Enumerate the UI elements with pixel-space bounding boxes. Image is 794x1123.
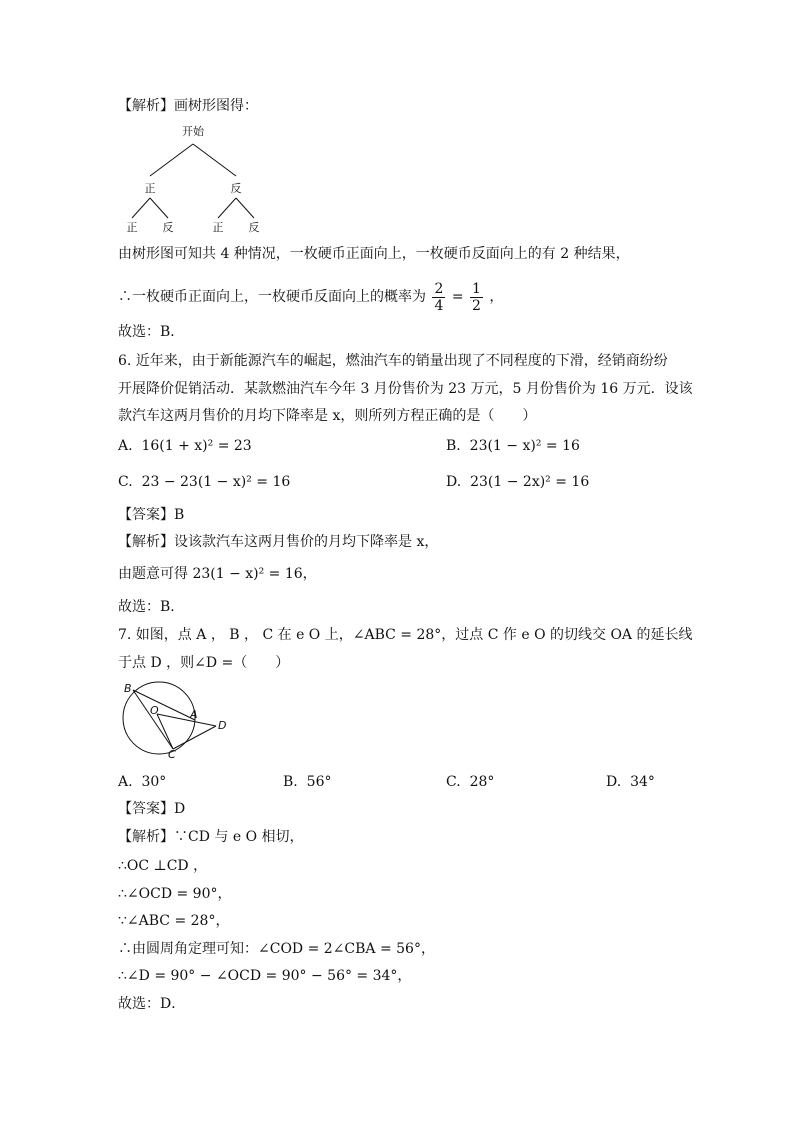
q6-answer: 【答案】B xyxy=(118,507,185,523)
q6-stem-line2: 开展降价促销活动．某款燃油汽车今年 3 月份售价为 23 万元，5 月份售价为 16 万元．设该 xyxy=(118,381,693,397)
tree-leaf: 正 xyxy=(126,221,138,234)
tree-leaf: 正 xyxy=(212,221,224,234)
fraction: $\frac{1}{2}$ xyxy=(472,280,481,314)
q7-analysis-line: ∴由圆周角定理可知：∠COD = 2∠CBA = 56°， xyxy=(118,941,435,957)
q7-analysis-line: ∴OC ⊥CD ， xyxy=(118,858,208,874)
q5-line2-prefix: ∴一枚硬币正面向上，一枚硬币反面向上的概率为 xyxy=(118,289,426,305)
q5-analysis-line2: ∴一枚硬币正面向上，一枚硬币反面向上的概率为 $\frac{2}{4}$ = $\frac{1}{2}$ ， xyxy=(118,280,504,314)
label-d: D xyxy=(218,719,227,732)
tree-node: 反 xyxy=(230,182,242,195)
probability-tree-diagram xyxy=(118,122,288,238)
q5-analysis-title: 【解析】画树形图得： xyxy=(118,98,258,114)
q7-analysis-line: ∵∠ABC = 28°， xyxy=(118,913,230,929)
label-a: A xyxy=(190,708,198,721)
q7-choose: 故选：D． xyxy=(118,996,186,1012)
circle-tangent-figure xyxy=(118,680,238,762)
q5-choose: 故选：B． xyxy=(118,324,185,340)
tree-root: 开始 xyxy=(182,125,204,138)
q6-stem-line1: 6. 近年来，由于新能源汽车的崛起，燃油汽车的销量出现了不同程度的下滑，经销商纷纷 xyxy=(118,353,668,369)
q6-choose: 故选：B． xyxy=(118,599,185,615)
q7-answer: 【答案】D xyxy=(118,801,186,817)
q6-stem-line3: 款汽车这两月售价的月均下降率是 x，则所列方程正确的是（ ） xyxy=(118,408,537,424)
q7-stem-line2: 于点 D ，则∠D =（ ） xyxy=(118,655,290,671)
label-c: C xyxy=(168,748,176,761)
q6-analysis-line1: 【解析】设该款汽车这两月售价的月均下降率是 x， xyxy=(118,534,439,550)
q7-analysis-line: 【解析】∵CD 与 e O 相切， xyxy=(118,829,304,845)
fraction: $\frac{2}{4}$ xyxy=(434,280,444,314)
q7-option-c: C. 28° xyxy=(446,774,495,790)
q7-option-b: B. 56° xyxy=(283,774,332,790)
q7-option-a: A. 30° xyxy=(118,774,167,790)
q5-analysis-line1: 由树形图可知共 4 种情况，一枚硬币正面向上，一枚硬币反面向上的有 2 种结果， xyxy=(118,246,630,262)
q7-stem-line1: 7. 如图，点 A ， B ， C 在 e O 上，∠ABC = 28°，过点 C 作 e O 的切线交 OA 的延长线 xyxy=(118,627,693,643)
label-b: B xyxy=(124,682,132,695)
q6-option-c: C. 23 − 23(1 − x)² = 16 xyxy=(118,474,291,490)
q7-analysis-line: ∴∠D = 90° − ∠OCD = 90° − 56° = 34°， xyxy=(118,968,412,984)
q7-analysis-line: ∴∠OCD = 90°， xyxy=(118,886,232,902)
tree-node: 正 xyxy=(144,182,156,195)
q6-option-a: A. 16(1 + x)² = 23 xyxy=(118,438,252,454)
tree-leaf: 反 xyxy=(248,221,260,234)
q6-option-b: B. 23(1 − x)² = 16 xyxy=(446,438,580,454)
q6-analysis-line2: 由题意可得 23(1 − x)² = 16， xyxy=(118,566,317,582)
q6-option-d: D. 23(1 − 2x)² = 16 xyxy=(446,474,590,490)
tree-leaf: 反 xyxy=(162,221,174,234)
q7-option-d: D. 34° xyxy=(606,774,655,790)
label-o: O xyxy=(150,704,159,717)
